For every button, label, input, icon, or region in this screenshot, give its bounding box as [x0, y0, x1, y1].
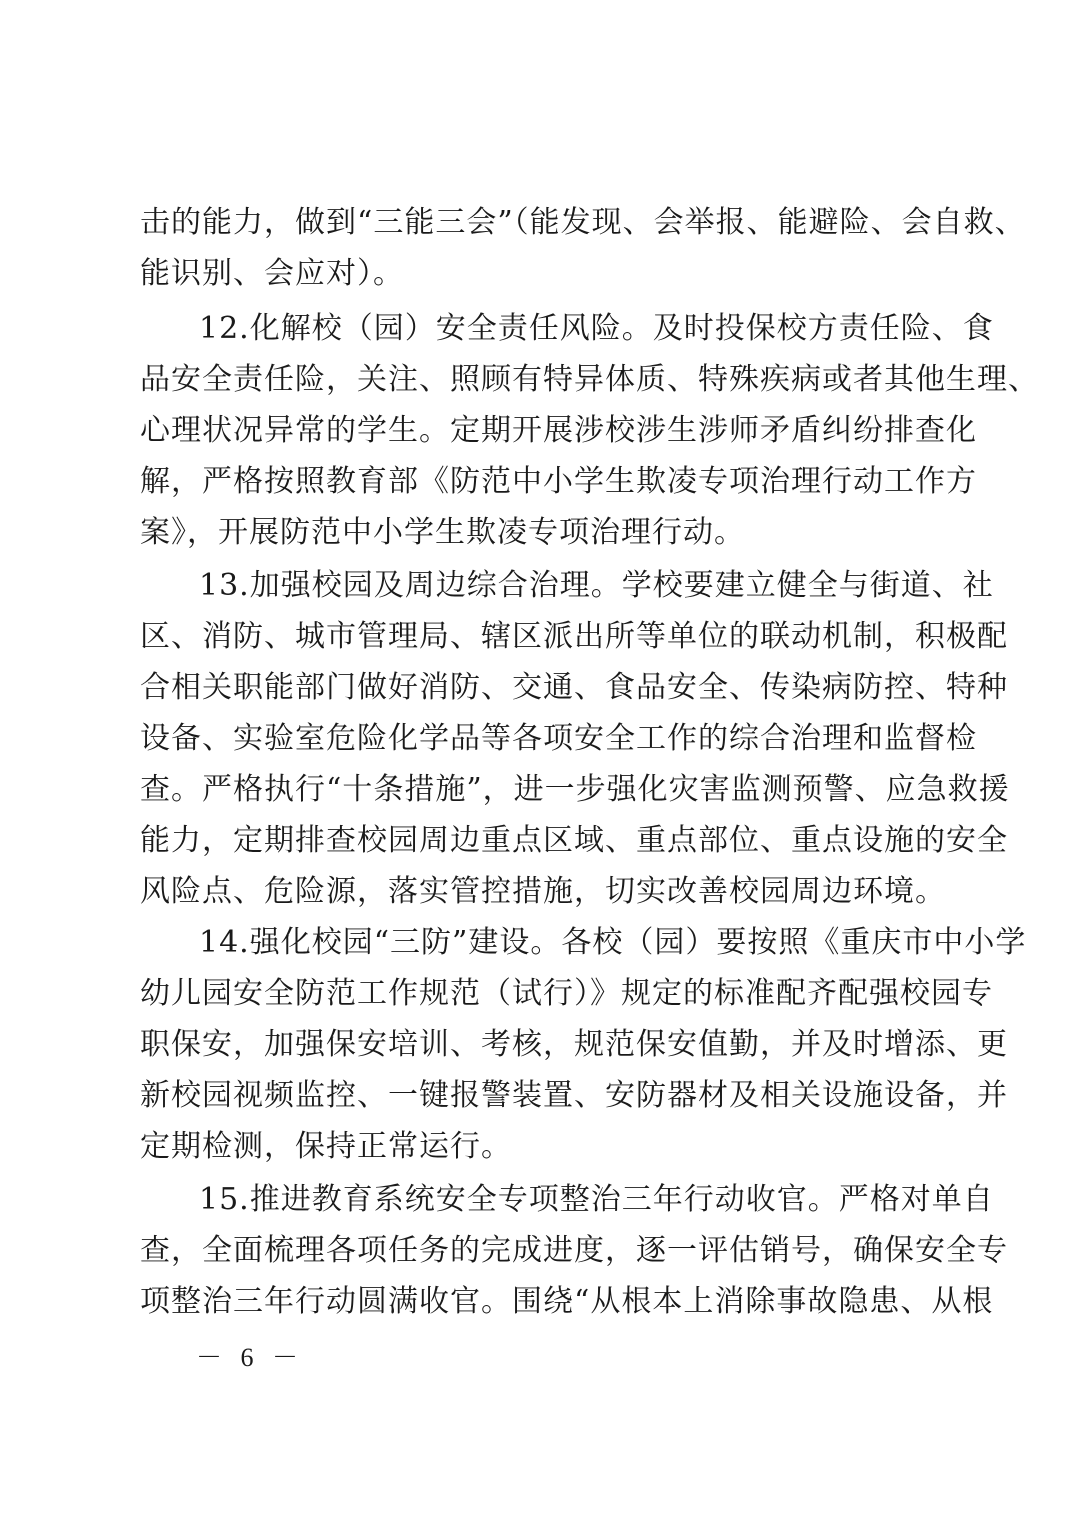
paragraph-12-heading: 12.化解校（园）安全责任风险。及时投保校方责任险、食	[199, 311, 994, 346]
paragraph-14-heading: 14.强化校园“三防”建设。各校（园）要按照《重庆市中小学	[199, 925, 1027, 960]
text-line-9: 区、消防、城市管理局、辖区派出所等单位的联动机制，积极配	[140, 619, 1008, 654]
text-line-21: 查，全面梳理各项任务的完成进度，逐一评估销号，确保安全专	[140, 1233, 1008, 1268]
text-line-13: 能力，定期排查校园周边重点区域、重点部位、重点设施的安全	[140, 823, 1008, 858]
text-line-4: 品安全责任险，关注、照顾有特异体质、特殊疾病或者其他生理、	[140, 362, 1039, 397]
text-line-7: 案》，开展防范中小学生欺凌专项治理行动。	[140, 515, 745, 550]
page-number: － 6 －	[196, 1343, 305, 1372]
text-line-18: 新校园视频监控、一键报警装置、安防器材及相关设施设备，并	[140, 1078, 1008, 1113]
paragraph-15-heading: 15.推进教育系统安全专项整治三年行动收官。严格对单自	[199, 1182, 994, 1217]
text-line-14: 风险点、危险源，落实管控措施，切实改善校园周边环境。	[140, 874, 946, 909]
text-line-19: 定期检测，保持正常运行。	[140, 1129, 512, 1164]
paragraph-13-heading: 13.加强校园及周边综合治理。学校要建立健全与街道、社	[199, 568, 994, 603]
text-line-2: 能识别、会应对）。	[140, 256, 404, 291]
text-line-10: 合相关职能部门做好消防、交通、食品安全、传染病防控、特种	[140, 670, 1008, 705]
text-line-5: 心理状况异常的学生。定期开展涉校涉生涉师矛盾纠纷排查化	[140, 413, 977, 448]
text-line-1: 击的能力，做到“三能三会”（能发现、会举报、能避险、会自救、	[140, 205, 1026, 240]
text-line-12: 查。严格执行“十条措施”，进一步强化灾害监测预警、应急救援	[140, 772, 1010, 807]
text-line-6: 解，严格按照教育部《防范中小学生欺凌专项治理行动工作方	[140, 464, 977, 499]
text-line-11: 设备、实验室危险化学品等各项安全工作的综合治理和监督检	[140, 721, 977, 756]
text-line-17: 职保安，加强保安培训、考核，规范保安值勤，并及时增添、更	[140, 1027, 1008, 1062]
text-line-22: 项整治三年行动圆满收官。围绕“从根本上消除事故隐患、从根	[140, 1284, 994, 1319]
text-line-16: 幼儿园安全防范工作规范（试行）》规定的标准配齐配强校园专	[140, 976, 993, 1011]
